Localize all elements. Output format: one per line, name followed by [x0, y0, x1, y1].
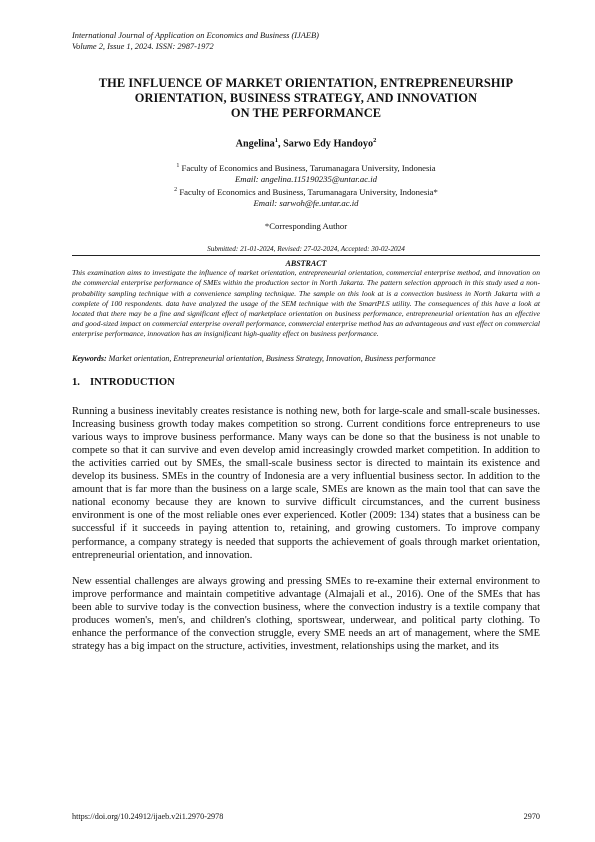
- author-1-sup: 1: [274, 137, 278, 144]
- author-2-sup: 2: [373, 137, 377, 144]
- title-line-3: ON THE PERFORMANCE: [230, 106, 382, 120]
- author-2-name: Sarwo Edy Handoyo: [283, 138, 374, 150]
- doi-link[interactable]: https://doi.org/10.24912/ijaeb.v2i1.2970-2978: [72, 812, 224, 821]
- page-footer: [72, 812, 540, 821]
- affiliation-1: [72, 161, 540, 174]
- author-separator: ,: [277, 138, 284, 150]
- affiliations: [72, 161, 540, 209]
- journal-header: [72, 30, 540, 52]
- journal-name: International Journal of Application on Economics and Business (IJAEB): [72, 31, 319, 40]
- section-title: INTRODUCTION: [90, 376, 175, 388]
- paper-title: [72, 76, 540, 121]
- abstract-text: This examination aims to investigate the influence of market orientation, entrepreneurial orientation, commercial enterprise method, and innovation on the commercial enterprise performance of SMEs within the production sector in North Jakarta. The pattern selection approach in this study used a non-probability sampling technique with a convenience sampling technique. The sample on this look at is a convection business in North Jakarta with a complete of 100 respondents. data have analyzed the usage of the SEM technique with the SmartPLS utility. The consequences of this have a look at located that there may be a fine and significant effect of marketplace orientation on business performance, entrepreneurial orientation has an effective and good-sized impact on commercial enterprise overall performance, commercial enterprise method has an advantageous and vast effect on commercial enterprise performance, innovation has an insignificant high-quality effect on business performance.: [72, 268, 540, 339]
- affiliation-1-text: Faculty of Economics and Business, Tarumanagara University, Indonesia: [179, 163, 436, 174]
- body-paragraph-1: Running a business inevitably creates resistance is nothing new, both for large-scale and small-scale businesses. Increasing business growth today makes competition so strong. Current conditions force entrepreneurs to use various ways to improve business performance. Many ways can be done so that the business is not unable to compete so that it can survive and even develop amid increasingly crowded market competition. In addition to the activities carried out by SMEs, the small-scale business sector is directed to maintain its existence and develop its business. SMEs in the country of Indonesia are a very influential business sector. In addition to the amount that is far more than the business on a large scale, SMEs are known as the main tool that can save the national economy because they are known to survive difficult circumstances, and the current business environment is one of the most reliable ones ever experienced. Kotler (2009: 134) states that a business can be successful if it succeeds in paying attention to, retaining, and growing customers. To improve company performance, a company strategy is needed that supports the achievement of goals through market orientation, entrepreneurial orientation, and innovation.: [72, 405, 540, 561]
- keywords-value: Market orientation, Entrepreneurial orientation, Business Strategy, Innovation, Business performance: [106, 353, 436, 363]
- affiliation-2: [72, 185, 540, 198]
- keywords-label: Keywords:: [72, 353, 107, 363]
- paper-page: [72, 30, 540, 653]
- affiliation-2-email[interactable]: Email: sarwoh@fe.untar.ac.id: [253, 198, 359, 209]
- abstract-heading: ABSTRACT: [285, 259, 327, 269]
- title-line-1: THE INFLUENCE OF MARKET ORIENTATION, ENTREPRENEURSHIP: [98, 76, 514, 90]
- section-number: 1.: [72, 376, 80, 388]
- author-list: [72, 137, 540, 149]
- body-paragraph-2: New essential challenges are always growing and pressing SMEs to re-examine their external environment to improve performance and maintain competitive advantage (Almajali et al., 2016). One of the SMEs that has been able to survive today is the convection business, where the convection industry is a textile company that produces women's, men's, and children's clothing, sportswear, underwear, and political party clothing. To enhance the performance of the convection struggle, every SME needs an art of management, where the SME strategy has a big impact on the structure, activities, investment, relationships using the market, and its: [72, 575, 540, 653]
- section-heading: [72, 377, 540, 388]
- page-number: 2970: [523, 812, 540, 821]
- author-1-name: Angelina: [235, 138, 275, 150]
- keywords: [72, 354, 540, 363]
- submission-dates: Submitted: 21-01-2024, Revised: 27-02-2024, Accepted: 30-02-2024: [72, 245, 540, 256]
- affiliation-2-sup: 2: [174, 187, 178, 194]
- title-line-2: ORIENTATION, BUSINESS STRATEGY, AND INNOVATION: [134, 91, 478, 105]
- corresponding-author: *Corresponding Author: [264, 221, 348, 232]
- affiliation-1-sup: 1: [176, 163, 180, 170]
- journal-volume: Volume 2, Issue 1, 2024. ISSN: 2987-1972: [72, 42, 214, 51]
- affiliation-2-text: Faculty of Economics and Business, Tarumanagara University, Indonesia*: [177, 187, 438, 198]
- affiliation-1-email[interactable]: Email: angelina.115190235@untar.ac.id: [235, 174, 377, 185]
